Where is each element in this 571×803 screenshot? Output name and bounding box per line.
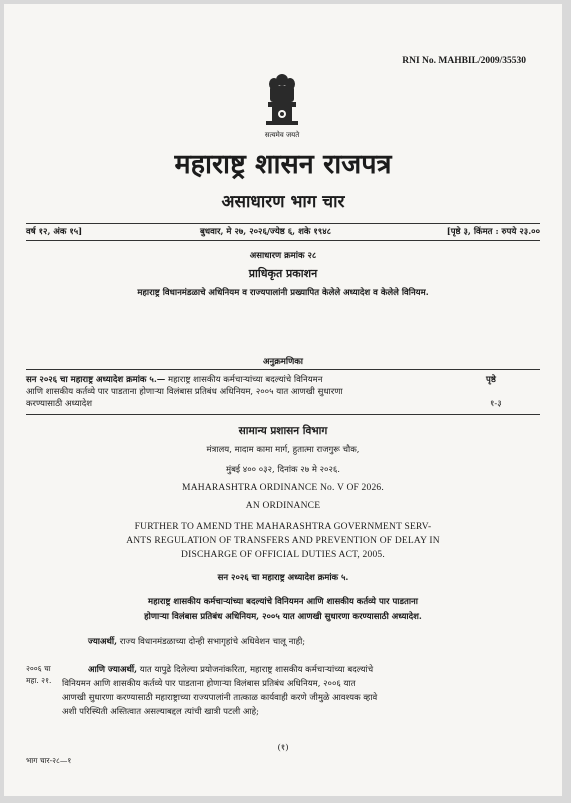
department-address: मंत्रालय, मादाम कामा मार्ग, हुतात्मा राजगुरू चौक, bbox=[206, 445, 360, 455]
authority-heading: प्राधिकृत प्रकाशन bbox=[248, 267, 318, 280]
gazette-title: महाराष्ट्र शासन राजपत्र bbox=[174, 149, 392, 180]
index-bottom-rule bbox=[26, 414, 540, 415]
index-entry-line1 bbox=[26, 374, 540, 385]
whereas-2-line1: विनियमन आणि शासकीय कर्तव्ये पार पाडताना होणाऱ्या विलंबास प्रतिबंध अधिनियम, २००६ यात bbox=[62, 679, 356, 689]
ordinance-number-mr: सन २०२६ चा महाराष्ट्र अध्यादेश क्रमांक ५. bbox=[217, 573, 349, 583]
long-title-line2: होणाऱ्या विलंबास प्रतिबंध अधिनियम, २००५ यात आणखी सुधारणा करण्यासाठी अध्यादेश. bbox=[144, 612, 422, 622]
department-name: सामान्य प्रशासन विभाग bbox=[238, 425, 328, 437]
long-title-line1: महाराष्ट्र शासकीय कर्मचाऱ्यांच्या बदल्यांचे विनियमन आणि शासकीय कर्तव्ये पार पाडताना bbox=[148, 597, 418, 607]
footer-code: भाग चार-२८—१ bbox=[26, 756, 72, 765]
index-entry-line3: करण्यासाठी अध्यादेश bbox=[26, 399, 93, 409]
purpose-line2: ANTS REGULATION OF TRANSFERS AND PREVENTION OF DELAY IN bbox=[126, 536, 440, 546]
whereas-1-lead: ज्याअर्थी, bbox=[88, 637, 118, 647]
margin-note-line2: महा. २१. bbox=[26, 676, 52, 685]
index-entry-bold: सन २०२६ चा महाराष्ट्र अध्यादेश क्रमांक ५.— bbox=[26, 375, 166, 385]
header-top-rule bbox=[26, 223, 540, 224]
volume-issue: वर्ष १२, अंक १५] bbox=[26, 227, 83, 237]
extraordinary-number: असाधारण क्रमांक २८ bbox=[249, 251, 317, 261]
index-entry-text: महाराष्ट्र शासकीय कर्मचाऱ्यांच्या बदल्यांचे विनियमन bbox=[167, 375, 323, 385]
gazette-page bbox=[4, 4, 562, 796]
whereas-2-line3: अशी परिस्थिती अस्तित्वात असल्याबद्दल त्यांची खात्री पटली आहे; bbox=[62, 707, 259, 717]
whereas-2-lead: आणि ज्याअर्थी, bbox=[88, 665, 138, 675]
an-ordinance: AN ORDINANCE bbox=[245, 501, 321, 511]
whereas-paragraph-2 bbox=[88, 664, 373, 675]
publication-date: बुधवार, मे २७, २०२६/ज्येष्ठ ६, शके १९४८ bbox=[200, 227, 332, 237]
whereas-1-text: राज्य विधानमंडळाच्या दोन्ही सभागृहांचे अधिवेशन चालू नाही; bbox=[119, 637, 306, 647]
pages-price: [पृष्ठे ३, किंमत : रुपये २३.०० bbox=[446, 227, 540, 237]
purpose-line1: FURTHER TO AMEND THE MAHARASHTRA GOVERNMENT SERV- bbox=[134, 522, 432, 532]
index-pages: १-३ bbox=[490, 399, 502, 409]
index-heading: अनुक्रमणिका bbox=[263, 357, 303, 367]
index-pages-heading: पृष्ठे bbox=[486, 375, 496, 385]
purpose-line3: DISCHARGE OF OFFICIAL DUTIES ACT, 2005. bbox=[181, 550, 385, 560]
emblem-motto: सत्यमेव जयते bbox=[264, 131, 300, 139]
whereas-paragraph-1 bbox=[88, 636, 305, 647]
ordinance-title-en: MAHARASHTRA ORDINANCE No. V OF 2026. bbox=[182, 483, 384, 493]
index-top-rule bbox=[26, 369, 540, 370]
rni-number: RNI No. MAHBIL/2009/35530 bbox=[402, 56, 526, 66]
authority-description: महाराष्ट्र विधानमंडळाचे अधिनियम व राज्यपालांनी प्रख्यापित केलेले अध्यादेश व केलेले विनियम. bbox=[137, 288, 429, 298]
whereas-2-line2: आणखी सुधारणा करण्यासाठी महाराष्ट्राच्या राज्यपालांनी तात्काळ कार्यवाही करणे जीमुळे आवश्यक व्हावे bbox=[62, 693, 378, 703]
header-bottom-rule bbox=[26, 240, 540, 241]
ashoka-emblem-icon bbox=[260, 70, 304, 140]
page-number: (१) bbox=[277, 743, 289, 753]
margin-note-line1: २००६ चा bbox=[26, 664, 51, 673]
gazette-subtitle: असाधारण भाग चार bbox=[221, 192, 345, 212]
whereas-2-text: यात यापुढे दिलेल्या प्रयोजनांकरिता, महाराष्ट्र शासकीय कर्मचाऱ्यांच्या बदल्यांचे bbox=[139, 665, 374, 675]
index-entry-line2: आणि शासकीय कर्तव्ये पार पाडताना होणाऱ्या विलंबास प्रतिबंध अधिनियम, २००५ यात आणखी सुधारणा bbox=[26, 387, 343, 397]
city-date: मुंबई ४०० ०३२, दिनांक २७ मे २०२६. bbox=[225, 465, 340, 475]
